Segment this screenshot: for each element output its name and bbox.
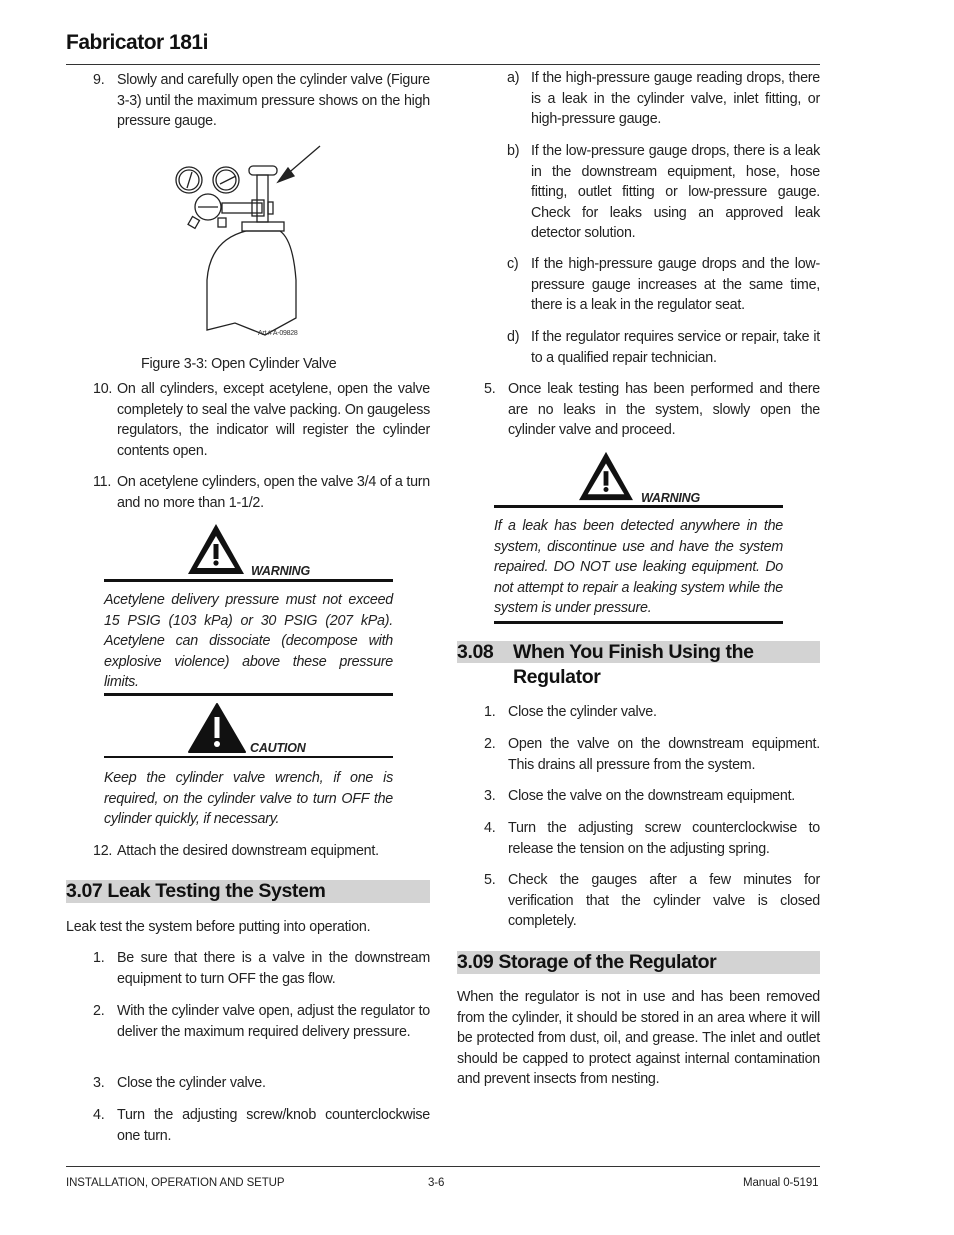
warning-label: WARNING <box>251 564 311 578</box>
step-text: Open the valve on the downstream equipment. This drains all pressure from the system. <box>508 736 820 773</box>
finish-step-1 <box>484 702 820 723</box>
finish-step-4 <box>484 818 820 859</box>
substep-a <box>507 68 820 130</box>
warning-text: Acetylene delivery pressure must not exceed 15 PSIG (103 kPa) or 30 PSIG (207 kPa). Acetylene can dissociate (decompose with explosive violence) above these pressure limits. <box>104 592 393 691</box>
footer-manual-number: Manual 0-5191 <box>743 1177 819 1189</box>
step-number: 2. <box>93 1003 105 1019</box>
step-12 <box>93 841 430 862</box>
step-text: Be sure that there is a valve in the downstream equipment to turn OFF the gas flow. <box>117 950 430 987</box>
leak-step-5 <box>484 379 820 441</box>
step-number: 2. <box>484 736 496 752</box>
substep-d <box>507 327 820 368</box>
caution-triangle-icon <box>188 702 246 754</box>
step-text: On all cylinders, except acetylene, open the valve completely to seal the valve packing. On gaugeless regulators, the indicator will register the cylinder contents open. <box>117 381 430 459</box>
step-number: 1. <box>93 950 105 966</box>
step-text: Close the cylinder valve. <box>508 704 657 720</box>
caution-rule <box>104 756 393 758</box>
leak-step-3 <box>93 1073 430 1094</box>
section-3-08-heading <box>457 641 820 688</box>
section-3-07-heading: 3.07 Leak Testing the System <box>66 880 430 903</box>
step-number: 3. <box>93 1075 105 1091</box>
section-number: 3.08 <box>457 641 494 663</box>
step-10 <box>93 379 430 461</box>
warning-rule-top <box>494 505 783 508</box>
footer-section: INSTALLATION, OPERATION AND SETUP <box>66 1177 285 1189</box>
leak-step-1 <box>93 948 430 989</box>
step-text: Turn the adjusting screw counterclockwise to release the tension on the adjusting spring. <box>508 820 820 857</box>
step-text: Slowly and carefully open the cylinder valve (Figure 3-3) until the maximum pressure shows on the high pressure gauge. <box>117 72 430 130</box>
step-number: 1. <box>484 704 496 720</box>
substep-letter: d) <box>507 329 520 345</box>
step-text: Turn the adjusting screw/knob counterclockwise one turn. <box>117 1107 430 1144</box>
warning-triangle-icon <box>186 522 246 576</box>
caution-text: Keep the cylinder valve wrench, if one is required, on the cylinder valve to turn OFF the cylinder quickly, if necessary. <box>104 770 393 828</box>
step-text: On acetylene cylinders, open the valve 3/4 of a turn and no more than 1-1/2. <box>117 474 430 511</box>
step-number: 4. <box>484 820 496 836</box>
leak-step-4 <box>93 1105 430 1146</box>
substep-text: If the high-pressure gauge drops and the low-pressure gauge increases at the same time, there is a leak in the regulator seat. <box>531 256 820 314</box>
header-rule <box>66 64 820 65</box>
section-3-09-heading: 3.09 Storage of the Regulator <box>457 951 820 974</box>
finish-step-3 <box>484 786 820 807</box>
warning-rule-bottom <box>104 693 393 696</box>
step-number: 3. <box>484 788 496 804</box>
step-number: 12. <box>93 843 113 859</box>
warning-rule-bottom <box>494 621 783 624</box>
footer-page-number: 3-6 <box>428 1177 445 1189</box>
page-header-title: Fabricator 181i <box>66 31 208 54</box>
step-text: Close the cylinder valve. <box>117 1075 266 1091</box>
step-number: 5. <box>484 381 496 397</box>
warning-triangle-icon <box>576 450 636 502</box>
step-text: Once leak testing has been performed and there are no leaks in the system, slowly open the cylinder valve and proceed. <box>508 381 820 439</box>
substep-text: If the regulator requires service or repair, take it to a qualified repair technician. <box>531 329 820 366</box>
art-number: Art # A-09828 <box>258 330 298 337</box>
leak-step-2 <box>93 1001 430 1042</box>
warning-label: WARNING <box>641 491 701 505</box>
step-text: Check the gauges after a few minutes for verification that the cylinder valve is closed completely. <box>508 872 820 930</box>
substep-letter: b) <box>507 143 520 159</box>
warning-text: If a leak has been detected anywhere in the system, discontinue use and have the system repaired. DO NOT use leaking equipment. Do not attempt to repair a leaking system while the system is under pressure. <box>494 518 783 617</box>
figure-caption: Figure 3-3: Open Cylinder Valve <box>141 356 337 372</box>
cylinder-valve-illustration <box>170 140 330 340</box>
substep-letter: c) <box>507 256 519 272</box>
section-title: When You Finish Using the <box>513 641 754 663</box>
step-number: 10. <box>93 381 113 397</box>
step-number: 5. <box>484 872 496 888</box>
step-text: Attach the desired downstream equipment. <box>117 843 379 859</box>
step-text: Close the valve on the downstream equipment. <box>508 788 796 804</box>
section-3-07-intro: Leak test the system before putting into operation. <box>66 919 371 935</box>
step-number: 4. <box>93 1107 105 1123</box>
step-text: With the cylinder valve open, adjust the regulator to deliver the maximum required delivery pressure. <box>117 1003 430 1040</box>
step-11 <box>93 472 430 513</box>
section-title-line2: Regulator <box>513 666 601 688</box>
substep-text: If the high-pressure gauge reading drops, there is a leak in the cylinder valve, inlet fitting, or high-pressure gauge. <box>531 70 820 128</box>
finish-step-2 <box>484 734 820 775</box>
substep-c <box>507 254 820 316</box>
section-3-09-text: When the regulator is not in use and has been removed from the cylinder, it should be stored in an area where it will be protected from dust, oil, and grease. The inlet and outlet should be capped to protect against internal contamination and prevent insects from nesting. <box>457 989 820 1088</box>
substep-b <box>507 141 820 244</box>
substep-letter: a) <box>507 70 520 86</box>
step-9 <box>93 70 430 132</box>
step-number: 9. <box>93 72 105 88</box>
caution-label: CAUTION <box>250 741 306 755</box>
substep-text: If the low-pressure gauge drops, there is a leak in the downstream equipment, hose, hose fitting, outlet fitting or low-pressure gauge. Check for leaks using an approved leak detector solution. <box>531 143 820 242</box>
finish-step-5 <box>484 870 820 932</box>
warning-rule-top <box>104 579 393 582</box>
step-number: 11. <box>93 474 112 490</box>
footer-rule <box>66 1166 820 1167</box>
